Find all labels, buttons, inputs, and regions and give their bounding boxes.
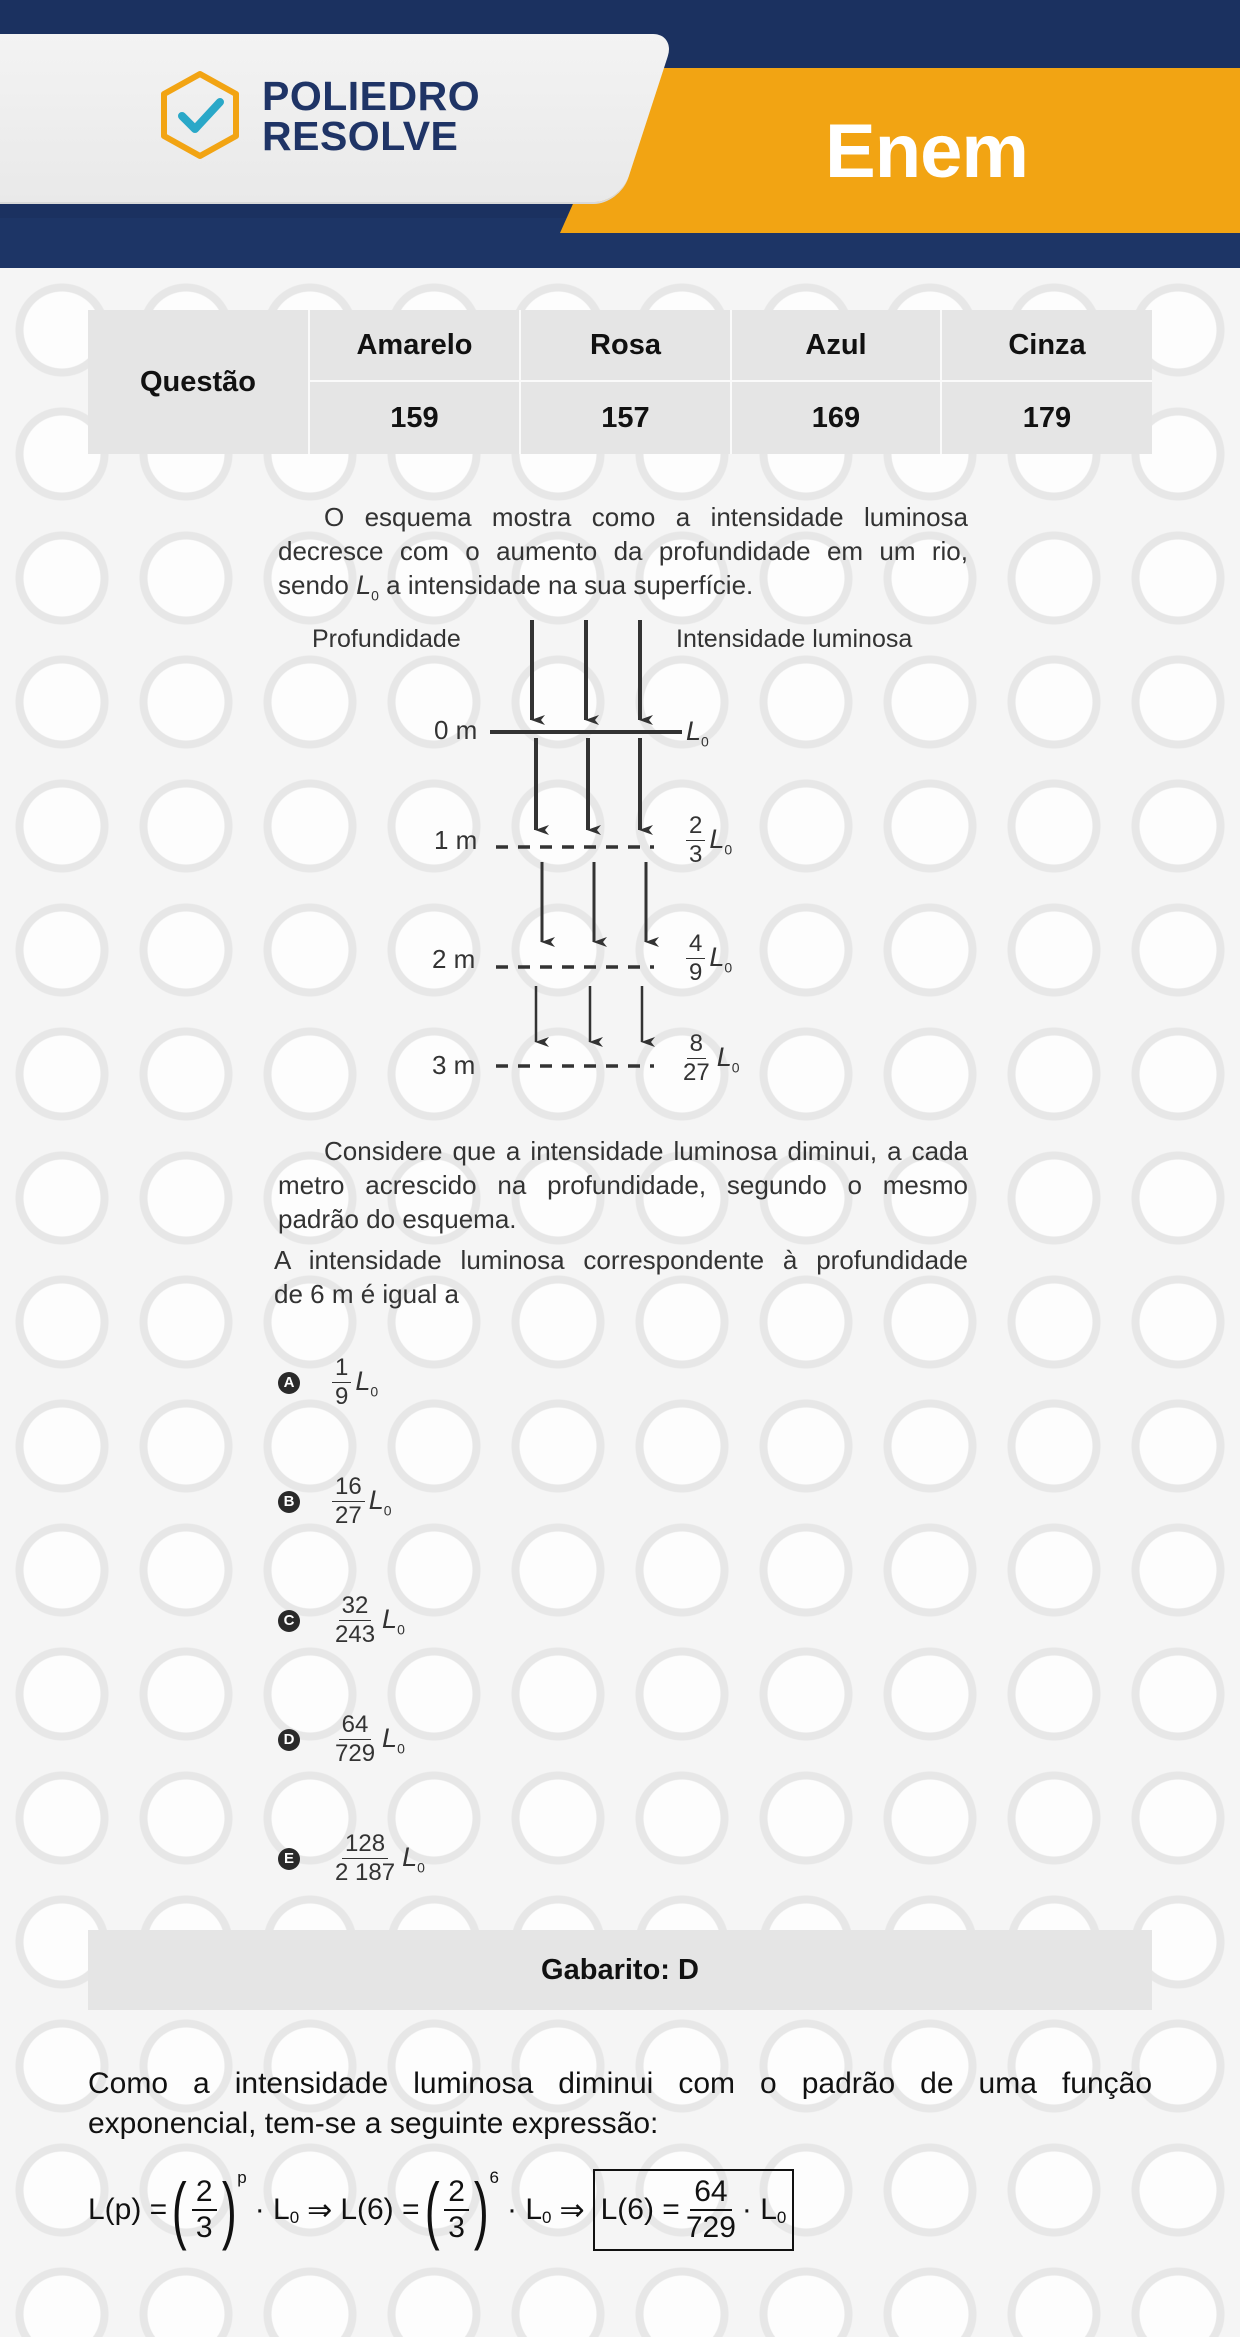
arrow-group-1m [536, 738, 640, 830]
close-paren: ) [221, 2168, 237, 2251]
fraction-numerator: 4 [686, 930, 705, 959]
solution-text: Como a intensidade luminosa diminui com o padrão de uma função exponencial, tem-se a seguinte expressão: [88, 2067, 1152, 2140]
intensity-label-1m [686, 812, 732, 869]
l-letter: L [402, 1841, 418, 1872]
option-e[interactable] [278, 1830, 425, 1887]
formula-lp: L(p) = [88, 2193, 168, 2226]
question-prompt-line-1: A intensidade luminosa correspondente à profundidade [274, 1245, 968, 1275]
fraction-denominator: 27 [335, 1502, 362, 1529]
formula-dot-l: · L [507, 2193, 543, 2226]
diagram-arrows-lines [300, 612, 960, 1112]
option-letter: D [278, 1729, 300, 1751]
checkmark-hexagon-icon [158, 70, 242, 160]
fraction-numerator: 2 [444, 2175, 469, 2211]
l-subscript: 0 [701, 733, 709, 750]
column-header-amarelo: Amarelo [356, 328, 473, 361]
fraction-numerator: 16 [332, 1473, 365, 1502]
depth-label-0m: 0 m [434, 715, 478, 745]
fraction-denominator: 27 [683, 1059, 710, 1086]
intro-line-1: O esquema mostra como a intensidade luminosa [324, 502, 968, 532]
fraction-numerator: 8 [687, 1030, 706, 1059]
open-paren: ( [424, 2168, 440, 2251]
column-header-azul: Azul [805, 328, 867, 361]
fraction-numerator: 64 [690, 2175, 731, 2211]
question-number-rosa: 157 [601, 401, 650, 434]
option-b[interactable] [278, 1473, 392, 1530]
depth-label-3m: 3 m [432, 1050, 476, 1080]
fraction-denominator: 729 [335, 1740, 376, 1767]
question-number-azul: 169 [811, 401, 861, 434]
formula-subscript: 0 [289, 2208, 300, 2227]
light-intensity-diagram [300, 612, 960, 1112]
fraction-numerator: 128 [342, 1830, 388, 1859]
l-letter: L [709, 941, 725, 972]
depth-label-2m: 2 m [432, 944, 476, 974]
l-letter: L [716, 1041, 732, 1072]
brand-line-1: POLIEDRO [262, 73, 481, 119]
l-subscript: 0 [724, 959, 733, 976]
intro-line-2: decresce com o aumento da profundidade em um rio, [278, 536, 968, 566]
intensity-axis-label: Intensidade luminosa [676, 625, 913, 653]
implies-symbol: ⇒ [559, 2193, 585, 2227]
arrow-group-3m [536, 986, 642, 1042]
close-paren: ) [473, 2168, 489, 2251]
fraction-numerator: 64 [339, 1711, 372, 1740]
table-label: Questão [139, 365, 257, 398]
formula-dot-l: · L [741, 2193, 777, 2226]
l-letter: L [382, 1722, 398, 1753]
l-subscript: 0 [370, 1383, 379, 1400]
depth-axis-label: Profundidade [312, 625, 461, 653]
question-number-cinza: 179 [1022, 401, 1072, 434]
question-number-amarelo: 159 [390, 401, 439, 434]
fraction-numerator: 1 [332, 1354, 351, 1383]
l-subscript: 0 [731, 1059, 740, 1076]
l-letter: L [355, 1365, 371, 1396]
exam-title: Enem [825, 109, 1028, 194]
l-subscript: 0 [724, 841, 733, 858]
question-number-table [88, 310, 1152, 454]
l-subscript: 0 [371, 587, 379, 604]
option-letter: A [278, 1372, 300, 1394]
header-banner [0, 0, 1240, 268]
consider-line-1: Considere que a intensidade luminosa diminui, a cada [324, 1136, 968, 1166]
fraction-denominator: 9 [335, 1383, 349, 1410]
formula-l6: L(6) = [340, 2193, 420, 2226]
arrow-group-2m [542, 862, 646, 942]
final-answer-box [593, 2169, 795, 2251]
l-letter: L [382, 1603, 398, 1634]
column-header-rosa: Rosa [590, 328, 661, 361]
intensity-label-0m [686, 714, 709, 758]
depth-label-1m: 1 m [434, 825, 478, 855]
formula-subscript: 0 [542, 2208, 552, 2227]
intensity-label-2m [686, 930, 732, 987]
exponent-p: p [237, 2168, 247, 2187]
answer-key-banner: Gabarito: D [88, 1930, 1152, 2010]
fraction-numerator: 2 [686, 812, 705, 841]
option-a[interactable] [278, 1354, 378, 1411]
fraction-numerator: 2 [192, 2175, 217, 2211]
fraction-denominator: 3 [689, 841, 703, 868]
arrow-group-surface [532, 620, 640, 720]
fraction-numerator: 32 [339, 1592, 372, 1621]
fraction-denominator: 729 [685, 2211, 736, 2244]
l-subscript: 0 [417, 1859, 425, 1876]
formula-subscript: 0 [776, 2208, 787, 2227]
exponent-6: 6 [489, 2168, 499, 2187]
l-letter: L [709, 823, 725, 854]
question-prompt-line-2: de 6 m é igual a [274, 1279, 460, 1309]
option-d[interactable] [278, 1711, 405, 1768]
l-letter: L [356, 570, 372, 600]
option-letter: E [278, 1848, 300, 1870]
option-c[interactable] [278, 1592, 405, 1649]
l-subscript: 0 [397, 1621, 405, 1638]
intro-line-3-end: a intensidade na sua superfície. [378, 570, 754, 600]
l-subscript: 0 [397, 1740, 405, 1757]
option-letter: B [278, 1491, 300, 1513]
consider-line-2: metro acrescido na profundidade, segundo o mesmo [278, 1170, 968, 1200]
column-header-cinza: Cinza [1008, 328, 1086, 361]
brand-line-2: RESOLVE [262, 113, 459, 159]
formula-box-l6: L(6) = [600, 2193, 680, 2226]
intro-line-3-start: sendo [278, 570, 357, 600]
consider-line-3: padrão do esquema. [278, 1204, 517, 1234]
formula-dot-l: · L [254, 2193, 290, 2226]
intensity-label-3m [680, 1030, 740, 1087]
option-letter: C [278, 1610, 300, 1632]
brand-wordmark [262, 73, 481, 159]
fraction-denominator: 243 [335, 1621, 376, 1648]
l0-symbol [356, 570, 379, 604]
implies-symbol: ⇒ [307, 2193, 333, 2227]
intro-line-3 [278, 568, 968, 612]
open-paren: ( [172, 2168, 187, 2251]
fraction-denominator: 9 [689, 959, 703, 986]
l-subscript: 0 [383, 1502, 392, 1519]
l-letter: L [368, 1484, 384, 1515]
fraction-denominator: 3 [448, 2211, 465, 2244]
l-letter: L [686, 716, 702, 746]
fraction-denominator: 3 [195, 2211, 213, 2244]
solution-formula [88, 2160, 1152, 2260]
fraction-denominator: 2 187 [335, 1859, 396, 1886]
